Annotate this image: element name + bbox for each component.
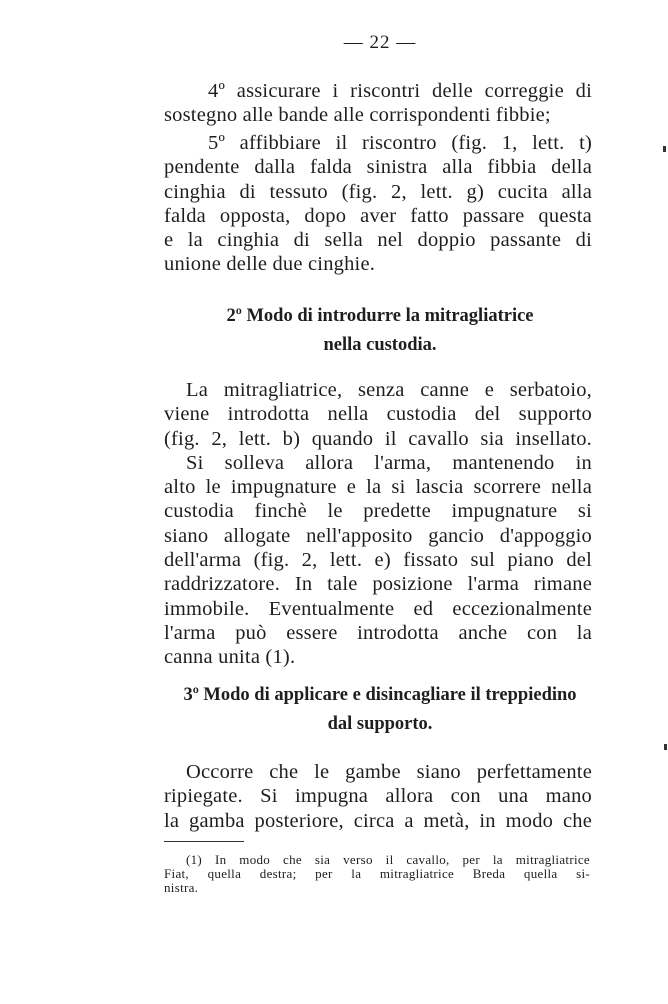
margin-speck (664, 744, 667, 750)
text-line: canna unita (1). (164, 646, 296, 669)
section-heading-3 (150, 681, 610, 739)
text-line: ripiegate. Si impugna allora con una mano (164, 785, 592, 808)
text-line: l'arma può essere introdotta anche con la (164, 621, 592, 644)
text-line: cinghia di tessuto (fig. 2, lett. g) cucita alla (164, 180, 592, 203)
paragraph-item-5 (164, 131, 592, 277)
text-line: raddrizzatore. In tale posizione l'arma rimane (164, 573, 592, 596)
text-line: immobile. Eventualmente ed eccezionalmente (164, 597, 592, 620)
text-line: la gamba posteriore, circa a metà, in modo che (164, 809, 592, 832)
section-heading-2 (150, 302, 610, 360)
text-line: 5º affibbiare il riscontro (fig. 1, lett. t) (208, 132, 592, 154)
page-number: — 22 — (343, 32, 417, 53)
section-2-body (164, 378, 592, 670)
footnote-rule (164, 841, 244, 842)
text-line: alto le impugnature e la si lascia scorrere nella (164, 476, 592, 499)
text-line: siano allogate nell'apposito gancio d'appoggio (164, 524, 592, 547)
text-line: pendente dalla falda sinistra alla fibbia della (164, 156, 592, 179)
footnote-line: Fiat, quella destra; per la mitragliatrice Breda quella si- (164, 866, 590, 881)
text-line: La mitragliatrice, senza canne e serbatoio, (186, 379, 592, 401)
text-line: custodia finchè le predette impugnature si (164, 500, 592, 523)
text-line: Occorre che le gambe siano perfettamente (186, 761, 592, 783)
text-line: viene introdotta nella custodia del supporto (164, 403, 592, 426)
text-line: Si solleva allora l'arma, mantenendo in (186, 451, 592, 474)
section-3-body (164, 760, 592, 833)
text-line: falda opposta, dopo aver fatto passare questa (164, 204, 592, 227)
text-line: 4º assicurare i riscontri delle correggie di (208, 80, 592, 102)
heading-line: nella custodia. (323, 335, 437, 355)
heading-line: 3º Modo di applicare e disincagliare il treppiedino (183, 685, 577, 705)
footnote-line: (1) In modo che sia verso il cavallo, per la mitragliatrice (186, 852, 590, 867)
footnote-line: nistra. (164, 880, 199, 895)
text-line: (fig. 2, lett. b) quando il cavallo sia insellato. (164, 427, 592, 450)
paragraph-item-4 (164, 79, 592, 128)
text-line: e la cinghia di sella nel doppio passante di (164, 229, 592, 252)
text-line: dell'arma (fig. 2, lett. e) fissato sul piano del (164, 549, 592, 572)
text-line: unione delle due cinghie. (164, 253, 376, 276)
heading-line: 2º Modo di introdurre la mitragliatrice (226, 306, 534, 326)
margin-speck (663, 146, 666, 152)
footnote (164, 853, 590, 895)
heading-line: dal supporto. (327, 714, 433, 734)
text-line: sostegno alle bande alle corrispondenti fibbie; (164, 104, 551, 127)
